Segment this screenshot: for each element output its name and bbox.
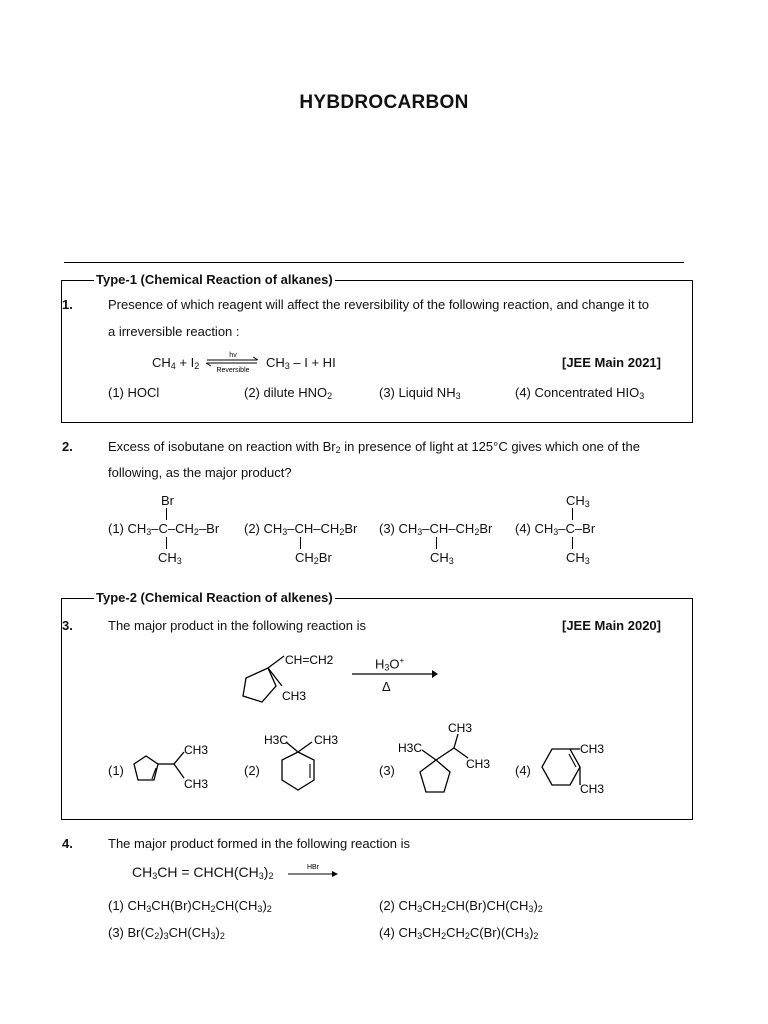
q4-option-1[interactable]: (1) $CH_3CH(Br)CH_2CH(CH_3)_2$ <box>108 898 272 914</box>
substituent-top: Br <box>161 493 174 508</box>
exam-source: [JEE Main 2020] <box>562 618 661 633</box>
bond-line <box>572 537 573 549</box>
svg-text:CH3: CH3 <box>314 733 339 747</box>
bond-line <box>572 508 573 520</box>
substituent-bottom: $CH_3$ <box>430 550 454 566</box>
type1-header-dash <box>61 280 95 281</box>
type1-header: Type-1 (Chemical Reaction of alkanes) <box>96 272 333 287</box>
page-title: HYBDROCARBON <box>299 92 469 113</box>
substituent-bottom: $CH_2Br$ <box>295 550 332 566</box>
option-label[interactable]: (3) <box>379 763 395 778</box>
q2-option-1[interactable]: (1) $CH_3-C-CH_2-Br$ <box>108 521 220 537</box>
reagent-label: HBr <box>306 864 320 871</box>
svg-text:CH3: CH3 <box>580 782 605 796</box>
arrow-bottom-label: Reversible <box>216 367 250 374</box>
svg-text:CH3: CH3 <box>466 757 491 771</box>
option-1[interactable]: (1) HOCl <box>108 385 160 400</box>
q4-option-3[interactable]: (3) $Br(C_2)_3CH(CH_3)_2$ <box>108 925 225 941</box>
substituent-bottom: $CH_3$ <box>566 550 590 566</box>
type1-header-dash-right <box>386 280 402 281</box>
arrow-top-label: hv <box>229 352 237 359</box>
divider <box>64 262 684 263</box>
question-number: 4. <box>62 836 73 851</box>
option-label[interactable]: (1) <box>108 763 124 778</box>
reversible-arrow-icon <box>203 348 263 374</box>
reagent-label: Δ <box>382 679 391 694</box>
bond-line <box>436 537 437 549</box>
question-text: Excess of isobutane on reaction with $Br_2$ in presence of light at 125°C gives which one of the <box>108 439 640 455</box>
option-4[interactable]: (4) Concentrated $HIO_3$ <box>515 385 645 401</box>
type2-header: Type-2 (Chemical Reaction of alkenes) <box>96 590 333 605</box>
reaction: $CH_3CH$ = $CHCH(CH_3)_2$ <box>132 864 274 881</box>
bond-line <box>166 508 167 520</box>
svg-text:H3C: H3C <box>264 733 289 747</box>
type2-header-dash-right <box>384 598 400 599</box>
question-text: a irreversible reaction : <box>108 324 240 339</box>
reagent-label: $H_3O^+$ <box>375 656 405 673</box>
svg-text:CH3: CH3 <box>580 742 605 756</box>
question-text: Presence of which reagent will affect the reversibility of the following reaction, and change it to <box>108 297 650 312</box>
q2-option-2[interactable]: (2) $CH_3-CH-CH_2Br$ <box>244 521 358 537</box>
substrate-structure <box>236 648 356 710</box>
option-3[interactable]: (3) Liquid $NH_3$ <box>379 385 461 401</box>
question-number: 1. <box>62 297 73 312</box>
reaction-right: $CH_3$ – I + HI <box>266 355 336 371</box>
question-text: The major product in the following reaction is <box>108 618 366 633</box>
arrow-icon <box>286 862 342 882</box>
substituent-top: $CH_3$ <box>566 493 590 509</box>
svg-text:CH3: CH3 <box>184 743 209 757</box>
q2-option-4[interactable]: (4) $CH_3-C-Br$ <box>515 521 596 537</box>
option-label[interactable]: (2) <box>244 763 260 778</box>
q4-option-2[interactable]: (2) $CH_3CH_2CH(Br)CH(CH_3)_2$ <box>379 898 543 914</box>
question-number: 3. <box>62 618 73 633</box>
substituent-bottom: $CH_3$ <box>158 550 182 566</box>
svg-text:H3C: H3C <box>398 741 423 755</box>
arrow-icon <box>350 668 440 680</box>
bond-line <box>300 537 301 549</box>
q2-option-3[interactable]: (3) $CH_3-CH-CH_2Br$ <box>379 521 493 537</box>
option-label[interactable]: (4) <box>515 763 531 778</box>
reaction-left: $CH_4 + I_2$ <box>152 355 200 371</box>
option-4-structure[interactable] <box>532 735 632 799</box>
question-number: 2. <box>62 439 73 454</box>
option-2-structure[interactable] <box>258 730 358 798</box>
option-3-structure[interactable] <box>396 720 506 800</box>
question-text: following, as the major product? <box>108 465 292 480</box>
option-2[interactable]: (2) dilute $HNO_2$ <box>244 385 333 401</box>
question-text: The major product formed in the following reaction is <box>108 836 411 851</box>
substituent-vinyl: CH=CH2 <box>285 653 334 667</box>
svg-text:CH3: CH3 <box>184 777 209 791</box>
svg-text:CH3: CH3 <box>448 721 473 735</box>
exam-source: [JEE Main 2021] <box>562 355 661 370</box>
substituent-methyl: CH3 <box>282 689 307 703</box>
bond-line <box>166 537 167 549</box>
option-1-structure[interactable] <box>120 738 220 794</box>
q4-option-4[interactable]: (4) $CH_3CH_2CH_2C(Br)(CH_3)_2$ <box>379 925 539 941</box>
type2-header-dash <box>61 598 95 599</box>
